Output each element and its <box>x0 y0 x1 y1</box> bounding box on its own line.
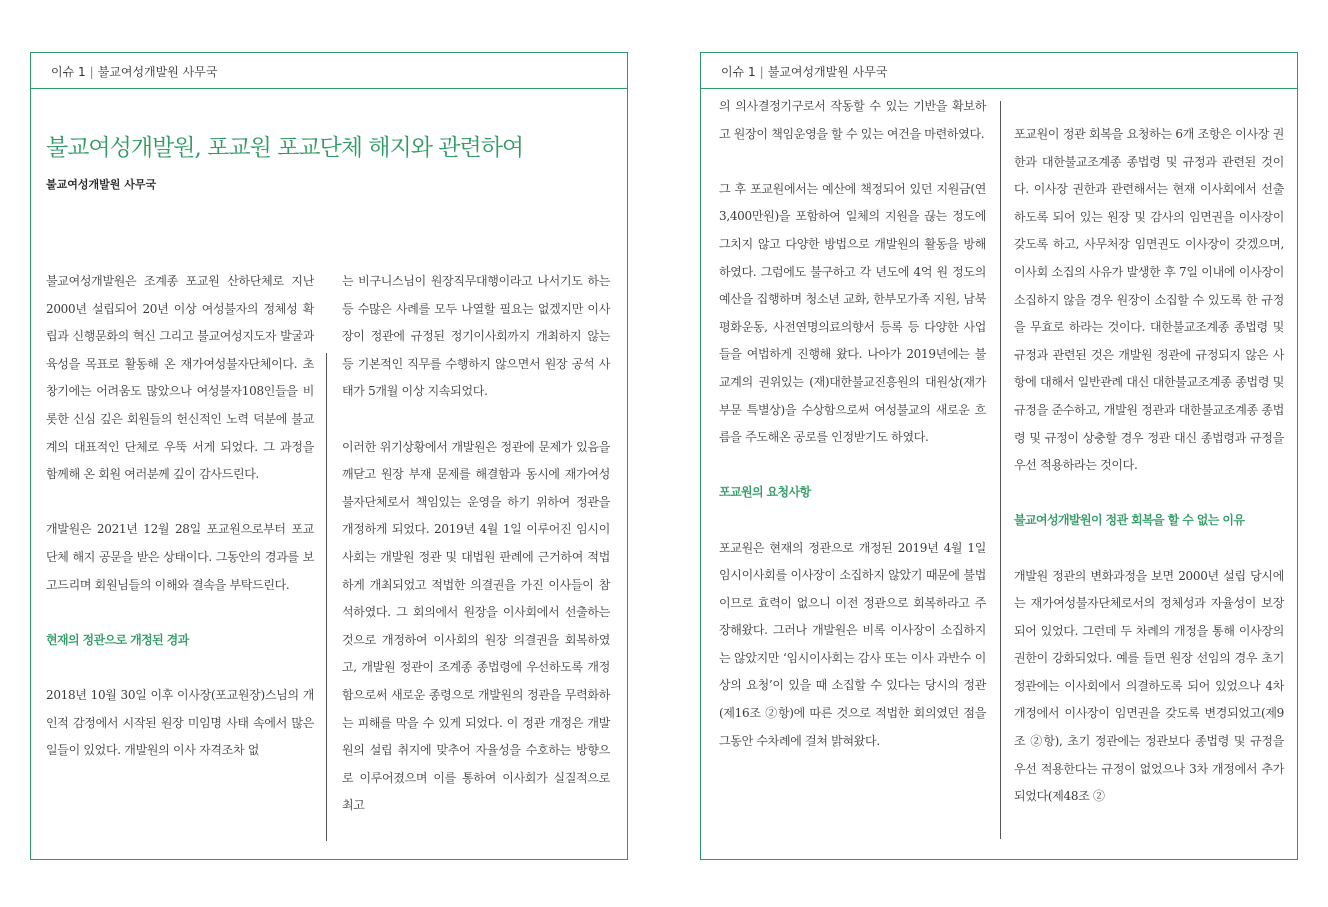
paragraph: 이러한 위기상황에서 개발원은 정관에 문제가 있음을 깨닫고 원장 부재 문제를 해결함과 동시에 재가여성불자단체로서 책임있는 운영을 하기 위하여 정관을 개정하게 되었다. 2019년 4월 1일 이루어진 임시이사회는 개발원 정관 및 대법원 판례에 근거하여 적법하게 개최되었고 적법한 의결권을 가진 이사들이 참석하였다. 그 회의에서 원장을 이사회에서 선출하는 것으로 개정하여 이사회의 원장 의결권을 회복하였고, 개발원 정관이 조계종 종법령에 우선하도록 개정함으로써 새로운 종령으로 개발원의 정관을 무력화하는 피해를 막을 수 있게 되었다. 이 정관 개정은 개발원의 설립 취지에 맞추어 자율성을 수호하는 방향으로 이루어졌으며 이를 통하여 이사회가 실질적으로 최고 <box>342 439 610 813</box>
paragraph: 개발원 정관의 변화과정을 보면 2000년 설립 당시에는 재가여성불자단체로서의 정체성과 자율성이 보장되어 있었다. 그런데 두 차례의 개정을 통해 이사장의 권한이 강화되었다. 예를 들면 원장 선임의 경우 초기 정관에는 이사회에서 의결하도록 되어 있었으나 4차 개정에서 이사장이 임면권을 갖도록 변경되었고(제9조 ②항), 초기 정관에는 정관보다 종법령 및 규정을 우선 적용한다는 규정이 없었으나 3차 개정에서 추가되었다(제48조 ② <box>1014 568 1284 804</box>
section-heading: 포교원의 요청사항 <box>719 485 811 500</box>
paragraph: 포교원은 현재의 정관으로 개정된 2019년 4월 1일 임시이사회를 이사장이 소집하지 않았기 때문에 불법이므로 효력이 없으니 이전 정관으로 회복하라고 주장해왔다. 그러나 개발원은 비록 이사장이 소집하지는 않았지만 ‘임시이사회는 감사 또는 이사 과반수 이상의 요청’이 있을 때 소집할 수 있다는 당시의 정관(제16조 ②항)에 따른 것으로 적법한 회의였던 점을 그동안 수차례에 걸쳐 밝혀왔다. <box>719 540 986 748</box>
right-page-column-2 <box>1014 121 1284 811</box>
page-header <box>31 53 627 89</box>
header-separator: | <box>89 65 94 79</box>
left-page-column-2 <box>342 268 610 820</box>
left-page <box>30 52 628 860</box>
header-section: 불교여성개발원 사무국 <box>97 65 218 79</box>
header-section: 불교여성개발원 사무국 <box>767 65 888 79</box>
column-divider <box>1000 101 1001 839</box>
article-title: 불교여성개발원, 포교원 포교단체 해지와 관련하여 <box>46 135 524 161</box>
paragraph: 개발원은 2021년 12월 28일 포교원으로부터 포교단체 해지 공문을 받은 상태이다. 그동안의 경과를 보고드리며 회원님들의 이해와 결속을 부탁드린다. <box>46 522 314 592</box>
section-heading: 불교여성개발원이 정관 회복을 할 수 없는 이유 <box>1014 513 1245 528</box>
article-author: 불교여성개발원 사무국 <box>46 178 157 191</box>
right-page <box>700 52 1298 860</box>
paragraph: 2018년 10월 30일 이후 이사장(포교원장)스님의 개인적 감정에서 시작된 원장 미임명 사태 속에서 많은 일들이 있었다. 개발원의 이사 자격조차 없 <box>46 687 314 758</box>
paragraph: 그 후 포교원에서는 예산에 책정되어 있던 지원금(연 3,400만원)을 포함하여 일체의 지원을 끊는 정도에 그치지 않고 다양한 방법으로 개발원의 활동을 방해하였다. 그럼에도 불구하고 각 년도에 4억 원 정도의 예산을 집행하며 청소년 교화, 한부모가족 지원, 남북평화운동, 사전연명의료의향서 등록 등 다양한 사업들을 여법하게 진행해 왔다. 나아가 2019년에는 불교계의 권위있는 (재)대한불교진흥원의 대원상(재가부문 특별상)을 수상함으로써 여성불교의 새로운 흐름을 주도해온 공로를 인정받기도 하였다. <box>719 181 986 445</box>
paragraph: 불교여성개발원은 조계종 포교원 산하단체로 지난 2000년 설립되어 20년 이상 여성불자의 정체성 확립과 신행문화의 혁신 그리고 불교여성지도자 발굴과 육성을 목표로 활동해 온 재가여성불자단체이다. 초창기에는 어려움도 많았으나 여성불자108인들을 비롯한 신심 깊은 회원들의 헌신적인 노력 덕분에 불교계의 대표적인 단체로 우뚝 서게 되었다. 그 과정을 함께해 온 회원 여러분께 깊이 감사드린다. <box>46 274 314 482</box>
section-heading: 현재의 정관으로 개정된 경과 <box>46 632 189 647</box>
paragraph: 의 의사결정기구로서 작동할 수 있는 기반을 확보하고 원장이 책임운영을 할 수 있는 여건을 마련하였다. <box>719 99 986 141</box>
column-divider <box>326 353 327 841</box>
left-page-column-1 <box>46 268 314 765</box>
paragraph: 는 비구니스님이 원장직무대행이라고 나서기도 하는 등 수많은 사례를 모두 나열할 필요는 없겠지만 이사장이 정관에 규정된 정기이사회까지 개최하지 않는 등 기본적인 직무를 수행하지 않으면서 원장 공석 사태가 5개월 이상 지속되었다. <box>342 274 610 399</box>
issue-label: 이슈 1 <box>51 65 86 79</box>
header-separator: | <box>759 65 764 79</box>
paragraph: 포교원이 정관 회복을 요청하는 6개 조항은 이사장 권한과 대한불교조계종 종법령 및 규정과 관련된 것이다. 이사장 권한과 관련해서는 현재 이사회에서 선출하도록 되어 있는 원장 및 감사의 임면권을 이사장이 갖도록 하고, 사무처장 임면권도 이사장이 갖겠으며, 이사회 소집의 사유가 발생한 후 7일 이내에 이사장이 소집하지 않을 경우 원장이 소집할 수 있도록 한 규정을 무효로 하라는 것이다. 대한불교조계종 종법령 및 규정과 관련된 것은 개발원 정관에 규정되지 않은 사항에 대해서 일반관례 대신 대한불교조계종 종법령 및 규정을 준수하고, 개발원 정관과 대한불교조계종 종법령 및 규정이 상충할 경우 정관 대신 종법령과 규정을 우선 적용하라는 것이다. <box>1014 127 1284 473</box>
issue-label: 이슈 1 <box>721 65 756 79</box>
page-header <box>701 53 1297 89</box>
right-page-column-1 <box>719 93 986 755</box>
